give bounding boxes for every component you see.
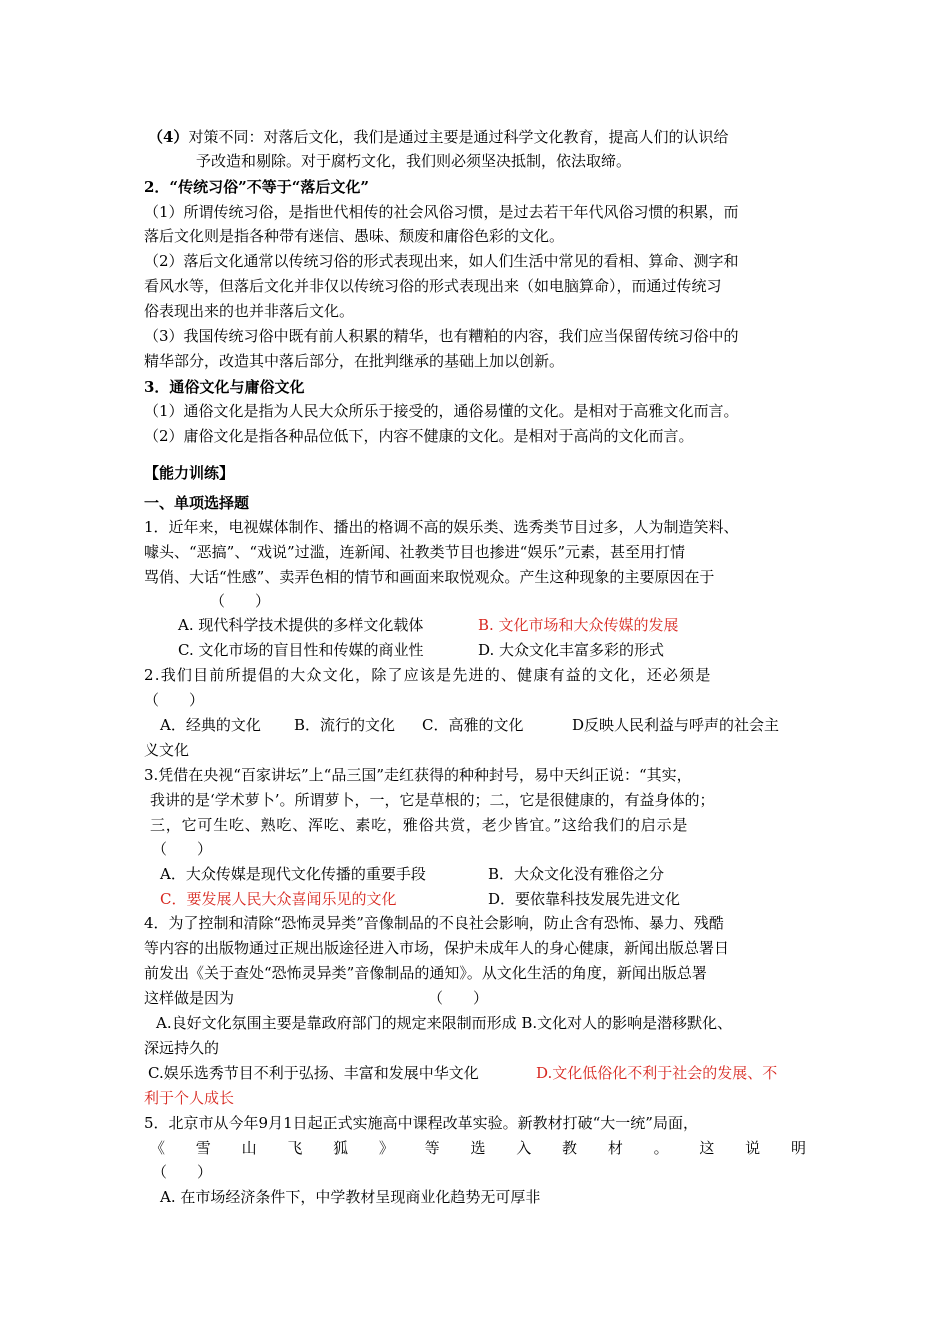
q3-line3: 三，它可生吃、熟吃、浑吃、素吃，雅俗共赏，老少皆宜。”这给我们的启示是 — [150, 816, 689, 834]
q3-option-a: A．大众传媒是现代文化传播的重要手段 — [160, 865, 426, 883]
q5-word: 说 — [745, 1139, 761, 1157]
section2-p3-line2: 精华部分，改造其中落后部分，在批判继承的基础上加以创新。 — [144, 352, 565, 370]
q2-line1: 2.我们目前所提倡的大众文化，除了应该是先进的、健康有益的文化，还必须是 — [144, 666, 712, 684]
q5-word: 明 — [790, 1139, 806, 1157]
q5-word: 教 — [562, 1139, 578, 1157]
q5-word: 材 — [607, 1139, 623, 1157]
q3-answer-blank: （ ） — [152, 840, 213, 858]
q4-option-c: C.娱乐选秀节目不利于弘扬、丰富和发展中华文化 — [148, 1064, 479, 1082]
q5-word: 入 — [516, 1139, 532, 1157]
section2-heading: 2．“传统习俗”不等于“落后文化” — [144, 178, 369, 196]
q5-answer-blank: （ ） — [152, 1163, 213, 1181]
q5-word: 飞 — [287, 1139, 303, 1157]
q2-option-d-cont: 义文化 — [144, 741, 190, 759]
q4-answer-blank: （ ） — [428, 989, 489, 1007]
q5-option-a: A. 在市场经济条件下，中学教材呈现商业化趋势无可厚非 — [160, 1188, 541, 1206]
q3-line2: 我讲的是‘学术萝卜’。所谓萝卜，一，它是草根的；二，它是很健康的，有益身体的； — [150, 791, 715, 809]
q4-option-d-cont: 利于个人成长 — [144, 1089, 235, 1107]
section2-p3-line1: （3）我国传统习俗中既有前人积累的精华，也有糟粕的内容，我们应当保留传统习俗中的 — [144, 327, 739, 345]
q1-option-a: A. 现代科学技术提供的多样文化载体 — [178, 616, 424, 634]
section3-p2: （2）庸俗文化是指各种品位低下，内容不健康的文化。是相对于高尚的文化而言。 — [144, 427, 694, 445]
q1-line3: 骂俏、大话“性感”、卖弄色相的情节和画面来取悦观众。产生这种现象的主要原因在于 — [144, 568, 715, 586]
q5-word: 这 — [699, 1139, 715, 1157]
q5-line2 — [150, 1137, 806, 1159]
q5-word: 等 — [424, 1139, 440, 1157]
q4-line4: 这样做是因为 — [144, 989, 235, 1007]
q5-word: 《 — [150, 1139, 166, 1157]
point4-line1 — [148, 126, 728, 148]
q1-line1: 1．近年来，电视媒体制作、播出的格调不高的娱乐类、选秀类节目过多，人为制造笑料、 — [144, 518, 739, 536]
section2-p2-line3: 俗表现出来的也并非落后文化。 — [144, 302, 355, 320]
q1-answer-blank: （ ） — [210, 592, 271, 610]
section2-p1-line1: （1）所谓传统习俗，是指世代相传的社会风俗习惯，是过去若干年代风俗习惯的积累，而 — [144, 203, 739, 221]
point4-text1: 对策不同：对落后文化，我们是通过主要是通过科学文化教育，提高人们的认识给 — [188, 128, 729, 146]
point4-line2: 予改造和剔除。对于腐朽文化，我们则必须坚决抵制，依法取缔。 — [196, 152, 632, 170]
choice-part-title: 一、单项选择题 — [144, 494, 250, 512]
training-title: 【能力训练】 — [144, 464, 235, 482]
q3-option-b: B．大众文化没有雅俗之分 — [488, 865, 665, 883]
section3-p1: （1）通俗文化是指为人民大众所乐于接受的，通俗易懂的文化。是相对于高雅文化而言。 — [144, 402, 739, 420]
q5-word: 。 — [653, 1139, 669, 1157]
q2-option-d: D反映人民利益与呼声的社会主 — [572, 716, 780, 734]
q2-option-c: C．高雅的文化 — [422, 716, 524, 734]
q3-option-c: C．要发展人民大众喜闻乐见的文化 — [160, 890, 397, 908]
q1-option-b: B. 文化市场和大众传媒的发展 — [478, 616, 679, 634]
q1-option-d: D. 大众文化丰富多彩的形式 — [478, 641, 665, 659]
q5-word: 雪 — [195, 1139, 211, 1157]
q5-line1: 5．北京市从今年9月1日起正式实施高中课程改革实验。新教材打破“大一统”局面， — [144, 1114, 698, 1132]
q4-option-ab: A.良好文化氛围主要是靠政府部门的规定来限制而形成 B.文化对人的影响是潜移默化、 — [156, 1014, 733, 1032]
q4-option-ab-cont: 深远持久的 — [144, 1039, 220, 1057]
q5-word: 狐 — [333, 1139, 349, 1157]
q2-option-a: A．经典的文化 — [160, 716, 261, 734]
q2-option-b: B．流行的文化 — [294, 716, 396, 734]
q5-word: 》 — [378, 1139, 394, 1157]
q2-answer-blank: （ ） — [144, 691, 205, 709]
section2-p2-line1: （2）落后文化通常以传统习俗的形式表现出来，如人们生活中常见的看相、算命、测字和 — [144, 252, 739, 270]
q1-line2: 噱头、“恶搞”、“戏说”过滥，连新闻、社教类节目也掺进“娱乐”元素，甚至用打情 — [144, 543, 686, 561]
q5-word: 山 — [241, 1139, 257, 1157]
q1-option-c: C. 文化市场的盲目性和传媒的商业性 — [178, 641, 424, 659]
q4-option-d: D.文化低俗化不利于社会的发展、不 — [536, 1064, 778, 1082]
section2-p2-line2: 看风水等，但落后文化并非仅以传统习俗的形式表现出来（如电脑算命），而通过传统习 — [144, 277, 722, 295]
point4-label: （4） — [148, 128, 189, 146]
section3-heading: 3．通俗文化与庸俗文化 — [144, 378, 305, 396]
q3-line1: 3.凭借在央视“百家讲坛”上“品三国”走红获得的种种封号，易中天纠正说：“其实， — [144, 766, 692, 784]
q3-option-d: D．要依靠科技发展先进文化 — [488, 890, 681, 908]
q4-line1: 4．为了控制和清除“恐怖灵异类”音像制品的不良社会影响，防止含有恐怖、暴力、残酷 — [144, 914, 724, 932]
q4-line3: 前发出《关于查处“恐怖灵异类”音像制品的通知》。从文化生活的角度，新闻出版总署 — [144, 964, 707, 982]
q5-word: 选 — [470, 1139, 486, 1157]
q4-line2: 等内容的出版物通过正规出版途径进入市场，保护未成年人的身心健康，新闻出版总署日 — [144, 939, 730, 957]
section2-p1-line2: 落后文化则是指各种带有迷信、愚味、颓废和庸俗色彩的文化。 — [144, 227, 565, 245]
